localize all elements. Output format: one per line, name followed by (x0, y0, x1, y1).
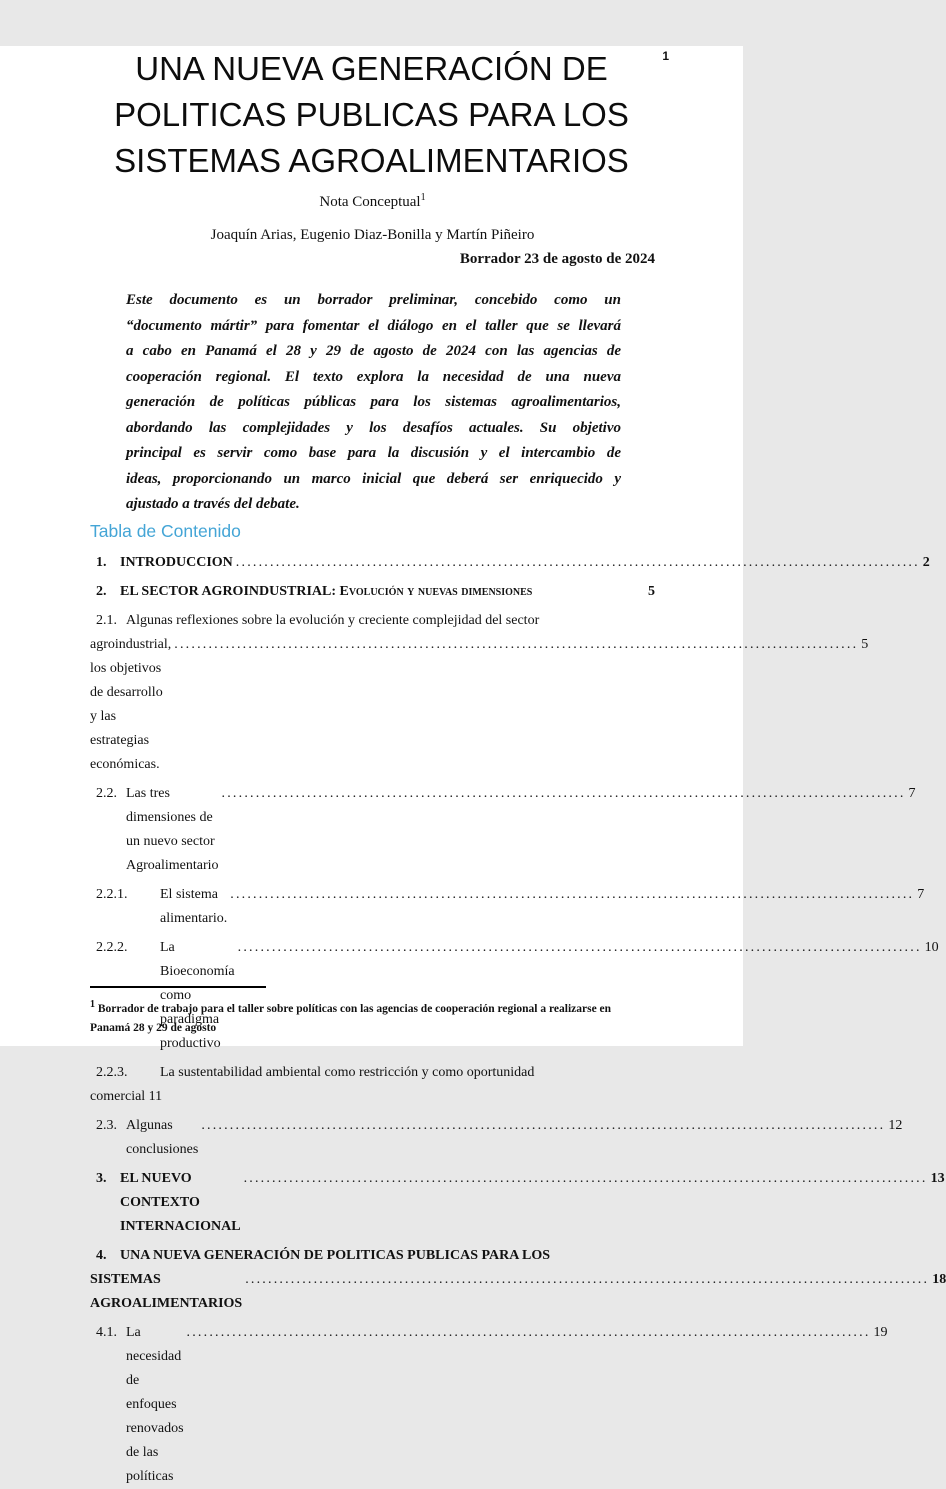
draft-date: Borrador 23 de agosto de 2024 (459, 251, 655, 267)
toc-page-number: 5 (861, 636, 869, 652)
toc-entry-line (90, 1061, 655, 1085)
toc-entry-text-segment: UNA NUEVA GENERACIÓN DE POLITICAS PUBLICAS PARA LOS (120, 1247, 551, 1263)
toc-entry[interactable] (90, 580, 655, 604)
toc-dot-leader (244, 1167, 928, 1191)
toc-entry[interactable] (90, 1244, 946, 1316)
toc-dot-leader (230, 883, 914, 907)
toc-entry-number: 1. (96, 554, 107, 570)
toc-entry-text-segment: La Bioeconomía como paradigma productivo (160, 939, 235, 1051)
toc-page-number: 12 (888, 1117, 903, 1133)
toc-entry-text-segment: SISTEMAS AGROALIMENTARIOS (90, 1271, 243, 1311)
toc-entry-text (126, 782, 219, 878)
toc-entry-text-segment: Algunas conclusiones (126, 1117, 199, 1157)
abstract-line: ideas, proporcionando un marco inicial que deberá ser enriquecido y (126, 470, 621, 487)
abstract-line: cooperación regional. El texto explora la necesidad de una nueva (126, 368, 621, 385)
toc-entry-text-segment: EL SECTOR AGROINDUSTRIAL: (120, 583, 340, 599)
toc-dot-leader (245, 1268, 929, 1292)
title-line: SISTEMAS AGROALIMENTARIOS (114, 142, 629, 179)
toc-entry-line (90, 1114, 903, 1162)
toc-entry-text-segment: agroindustrial, los objetivos de desarrollo y las estrategias económicas. (90, 636, 172, 772)
toc-page-number: 13 (930, 1170, 945, 1186)
toc-entry-line (90, 883, 925, 931)
toc-entry[interactable] (90, 782, 916, 878)
toc-page-number: 2 (922, 554, 930, 570)
toc-entry-number: 2. (96, 583, 107, 599)
title-line: UNA NUEVA GENERACIÓN DE (135, 50, 608, 87)
toc-entry-number: 2.2.2. (96, 939, 128, 955)
toc-entry[interactable] (90, 1114, 903, 1162)
toc-dot-leader (222, 782, 906, 806)
toc-entry-line (90, 580, 655, 604)
toc-entry-text (120, 1167, 241, 1239)
footnote-line: Panamá 28 y 29 de agosto (90, 1022, 217, 1034)
toc-entry[interactable] (90, 1061, 655, 1109)
toc-entry-line (90, 609, 655, 633)
toc-entry-text (160, 1061, 534, 1085)
abstract-line: abordando las complejidades y los desafíos actuales. Su objetivo (126, 419, 621, 436)
toc-entry-line (90, 782, 916, 878)
toc-entry-number: 4. (96, 1247, 107, 1263)
title-line: POLITICAS PUBLICAS PARA LOS (114, 96, 629, 133)
footnote-reference[interactable]: 1 (420, 192, 426, 203)
document-title (40, 46, 703, 184)
toc-page-number: 7 (908, 785, 916, 801)
toc-entry-line (90, 1244, 655, 1268)
toc-entry-number: 2.2. (96, 785, 117, 801)
subtitle: Nota Conceptual$^1$ (319, 192, 426, 210)
toc-entry[interactable] (90, 551, 930, 575)
toc-entry-number: 2.1. (96, 612, 117, 628)
toc-entry-line (90, 1167, 945, 1239)
toc-entry-text (126, 1321, 184, 1489)
abstract-line: Este documento es un borrador preliminar, concebido como un (126, 292, 621, 308)
toc-entry-text (120, 580, 532, 604)
toc-page-number: 19 (873, 1324, 888, 1340)
toc-dot-leader (238, 936, 922, 960)
toc-entry[interactable] (90, 883, 925, 931)
footnote (90, 986, 690, 1038)
toc-page-number: 7 (917, 886, 925, 902)
toc-entry-text-segment: comercial 11 (90, 1088, 163, 1104)
footnote-marker: 1 (90, 999, 95, 1011)
abstract-paragraph (126, 288, 621, 518)
toc-entry-number: 3. (96, 1170, 107, 1186)
toc-page-number: 18 (932, 1271, 946, 1287)
toc-page-number: 5 (648, 583, 655, 599)
toc-entry-text-smallcaps: Evolución y nuevas dimensiones (339, 583, 533, 599)
toc-entry-text-segment: El sistema alimentario. (160, 886, 228, 926)
document-page (0, 46, 946, 1484)
toc-entry-line (90, 633, 869, 777)
toc-entry-text (90, 1085, 162, 1109)
footnote-line: $^1$ Borrador de trabajo para el taller sobre políticas con las agencias de cooperación regional a realizarse en (90, 999, 612, 1015)
abstract-line: principal es servir como base para la discusión y el intercambio de (126, 445, 621, 461)
toc-entry-text-segment: Algunas reflexiones sobre la evolución y creciente complejidad del sector (126, 612, 540, 628)
toc-entry-line (90, 1321, 888, 1489)
toc-entry-text-segment: La necesidad de enfoques renovados de las políticas (126, 1324, 184, 1484)
abstract-line: ajustado a través del debate. (126, 496, 300, 512)
toc-entry-text (120, 1244, 550, 1268)
authors: Joaquín Arias, Eugenio Diaz-Bonilla y Martín Piñeiro (210, 227, 535, 243)
toc-entry-text (90, 633, 171, 777)
abstract-line: “documento mártir” para fomentar el diálogo en el taller que se llevará (126, 317, 621, 334)
page-number: 1 (662, 49, 669, 63)
toc-entry-text (160, 883, 227, 931)
toc-dot-leader (201, 1114, 885, 1138)
toc-entry-text-segment: EL NUEVO CONTEXTO INTERNACIONAL (120, 1170, 241, 1234)
toc-entry-line (90, 551, 930, 575)
toc-entry[interactable] (90, 1167, 945, 1239)
toc-entry-text-segment: INTRODUCCION (120, 554, 233, 570)
toc-entry-text-segment: Las tres dimensiones de un nuevo sector Agroalimentario (126, 785, 219, 873)
toc-dot-leader (187, 1321, 871, 1345)
toc-entry-text (120, 551, 233, 575)
toc-entry[interactable] (90, 609, 869, 777)
abstract-line: a cabo en Panamá el 28 y 29 de agosto de 2024 con las agencias de (126, 343, 621, 359)
toc-entry-text (90, 1268, 242, 1316)
footnote-separator (90, 986, 266, 988)
toc-entry-line (90, 1085, 655, 1109)
toc-entry-line (90, 1268, 946, 1316)
toc-entry-number: 4.1. (96, 1324, 117, 1340)
toc-dot-leader (236, 551, 920, 575)
toc-dot-leader (174, 633, 858, 657)
toc-heading: Tabla de Contenido (90, 520, 241, 541)
toc-entry-text (126, 1114, 198, 1162)
toc-entry[interactable] (90, 1321, 888, 1489)
toc-entry-text (126, 609, 539, 633)
toc-entry-number: 2.2.3. (96, 1064, 128, 1080)
toc-page-number: 10 (924, 939, 939, 955)
abstract-line: generación de políticas públicas para los sistemas agroalimentarios, (126, 394, 621, 410)
toc-entry-text-segment: La sustentabilidad ambiental como restricción y como oportunidad (160, 1064, 535, 1080)
toc-entry-number: 2.2.1. (96, 886, 128, 902)
toc-entry-number: 2.3. (96, 1117, 117, 1133)
